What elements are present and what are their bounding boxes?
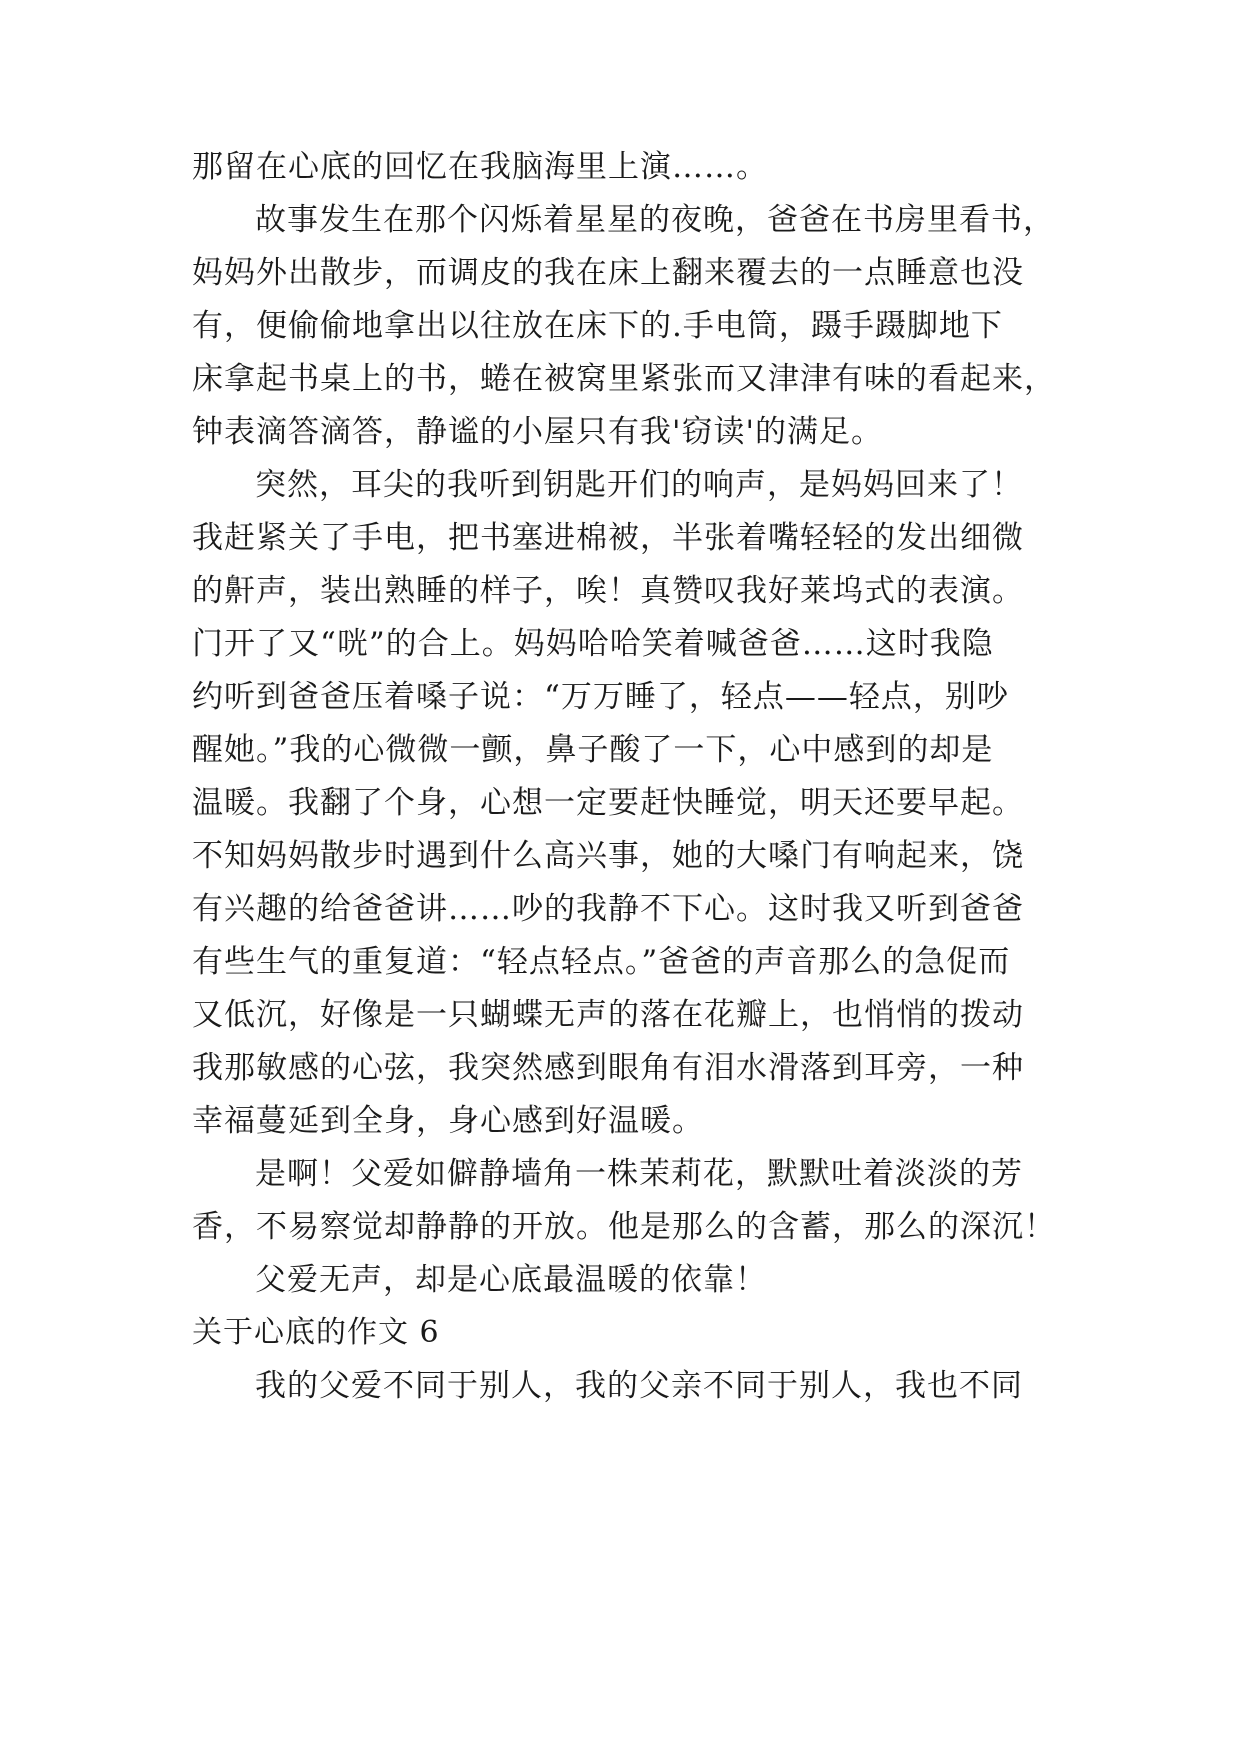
text-line: 不知妈妈散步时遇到什么高兴事，她的大嗓门有响起来，饶 — [192, 838, 1024, 874]
text-line: 醒她。”我的心微微一颤，鼻子酸了一下，心中感到的却是 — [192, 732, 994, 768]
text-line: 幸福蔓延到全身，身心感到好温暖。 — [192, 1103, 704, 1139]
paragraph-start-line: 父爱无声，却是心底最温暖的依靠！ — [255, 1262, 767, 1298]
text-line: 钟表滴答滴答，静谧的小屋只有我'窃读'的满足。 — [192, 414, 884, 450]
text-line: 有兴趣的给爸爸讲……吵的我静不下心。这时我又听到爸爸 — [192, 891, 1024, 927]
text-line: 又低沉，好像是一只蝴蝶无声的落在花瓣上，也悄悄的拨动 — [192, 997, 1024, 1033]
text-line: 约听到爸爸压着嗓子说：“万万睡了，轻点——轻点，别吵 — [192, 679, 1009, 715]
text-line: 有些生气的重复道：“轻点轻点。”爸爸的声音那么的急促而 — [192, 944, 1011, 980]
text-line: 我赶紧关了手电，把书塞进棉被，半张着嘴轻轻的发出细微 — [192, 520, 1024, 556]
text-line: 我那敏感的心弦，我突然感到眼角有泪水滑落到耳旁，一种 — [192, 1050, 1024, 1086]
text-line: 那留在心底的回忆在我脑海里上演……。 — [192, 149, 768, 185]
text-line: 有，便偷偷地拿出以往放在床下的.手电筒，蹑手蹑脚地下 — [192, 308, 1003, 344]
text-line: 温暖。我翻了个身，心想一定要赶快睡觉，明天还要早起。 — [192, 785, 1024, 821]
paragraph-start-line: 突然，耳尖的我听到钥匙开们的响声，是妈妈回来了！ — [255, 467, 1023, 503]
paragraph-start-line: 我的父爱不同于别人，我的父亲不同于别人，我也不同 — [255, 1368, 1023, 1404]
section-heading: 关于心底的作文 6 — [192, 1315, 440, 1350]
text-line: 床拿起书桌上的书，蜷在被窝里紧张而又津津有味的看起来， — [192, 361, 1056, 397]
text-line: 门开了又“咣”的合上。妈妈哈哈笑着喊爸爸……这时我隐 — [192, 626, 994, 662]
text-line: 妈妈外出散步，而调皮的我在床上翻来覆去的一点睡意也没 — [192, 255, 1024, 291]
paragraph-start-line: 故事发生在那个闪烁着星星的夜晚，爸爸在书房里看书， — [255, 202, 1055, 238]
text-line: 香，不易察觉却静静的开放。他是那么的含蓄，那么的深沉！ — [192, 1209, 1056, 1245]
paragraph-start-line: 是啊！父爱如僻静墙角一株茉莉花，默默吐着淡淡的芳 — [255, 1156, 1023, 1192]
text-line: 的鼾声，装出熟睡的样子，唉！真赞叹我好莱坞式的表演。 — [192, 573, 1024, 609]
